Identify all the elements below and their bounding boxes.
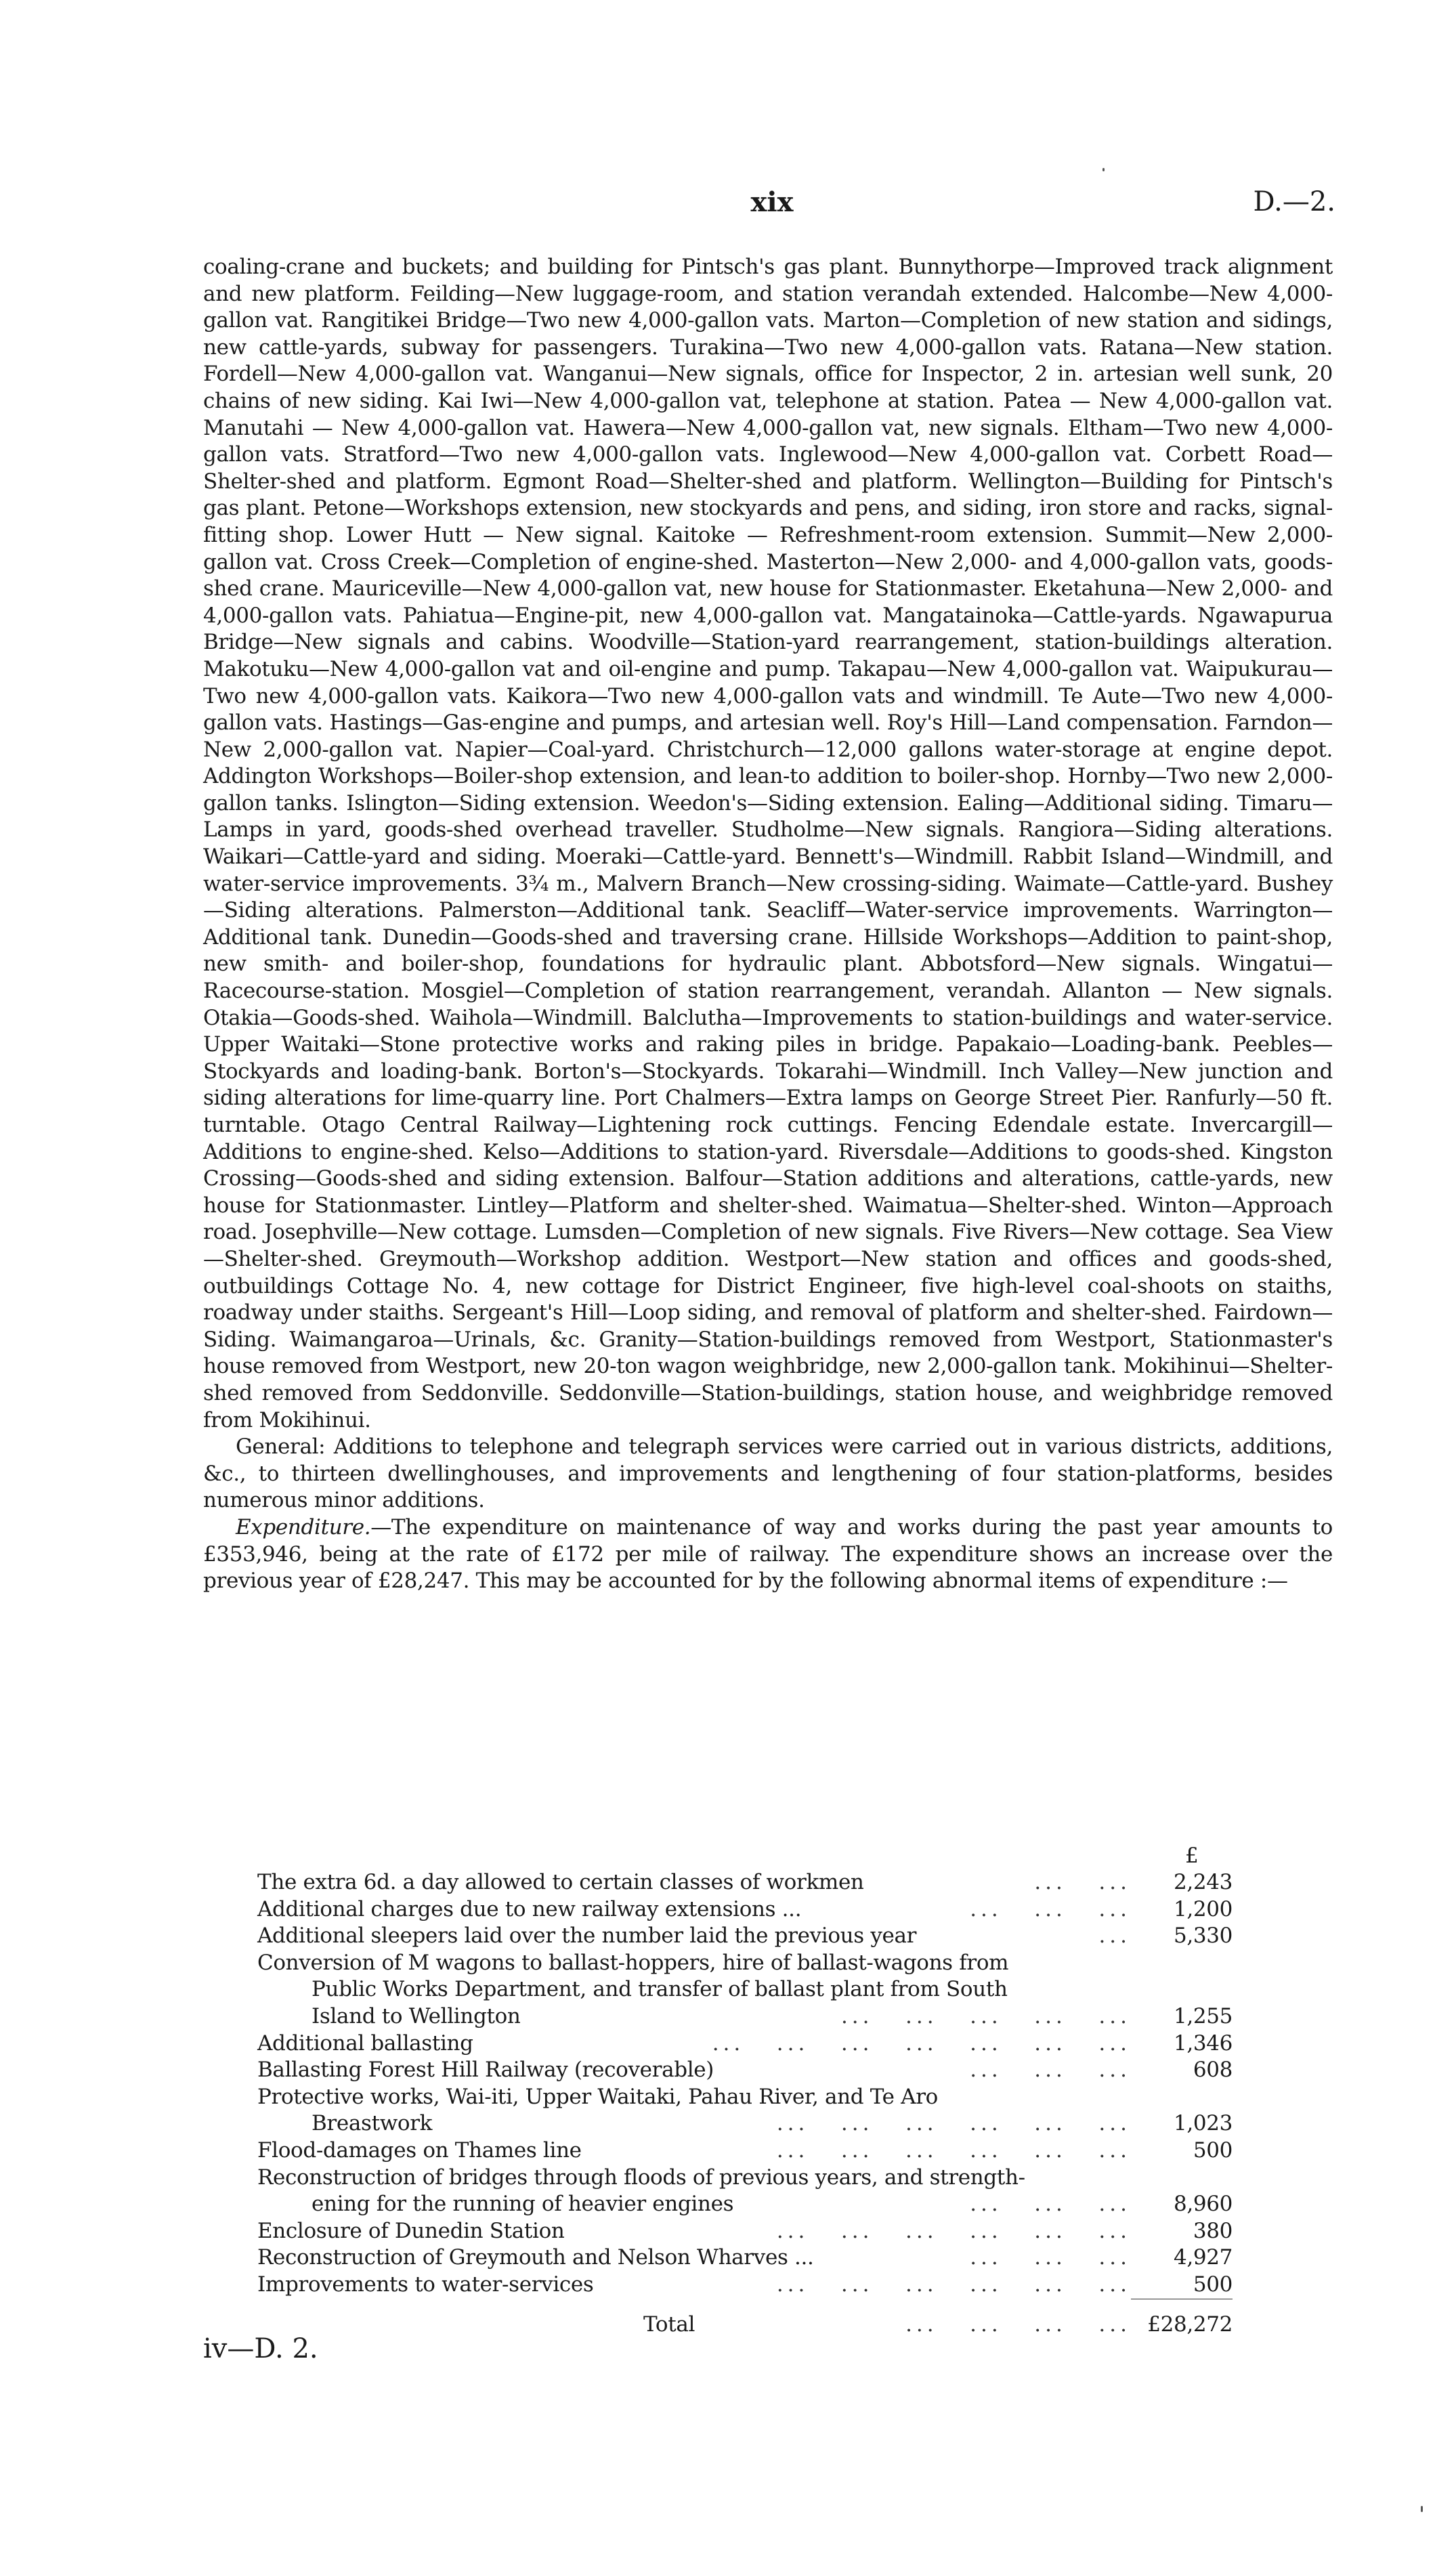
table-row: Ballasting Forest Hill Railway (recoverable) ... ... ... 608 — [257, 2057, 1233, 2084]
item-description: Reconstruction of Greymouth and Nelson Wharves ... — [257, 2245, 814, 2270]
table-row — [257, 1950, 1233, 1977]
item-description: Reconstruction of bridges through floods of previous years, and strength- — [257, 2165, 1025, 2190]
table-row: Reconstruction of Greymouth and Nelson Wharves ... ... ... ... 4,927 — [257, 2245, 1233, 2272]
page-header — [203, 186, 1341, 227]
page-number: xix — [750, 186, 794, 218]
expenditure-text: —The expenditure on maintenance of way and works during the past year amounts to £353,946, being at the rate of £172 per mile of railway. The expenditure shows an increase over the previous year of £28,247. This may be accounted for by the following abnormal items of expenditure :— — [203, 1514, 1333, 1594]
item-description: The extra 6d. a day allowed to certain classes of workmen — [257, 1870, 864, 1894]
table-row: Flood-damages on Thames line ... ... ... ... ... ... 500 — [257, 2138, 1233, 2165]
table-row: Additional sleepers laid over the number laid the previous year ... 5,330 — [257, 1923, 1233, 1950]
table-row: Additional ballasting ... ... ... ... ... ... ... 1,346 — [257, 2030, 1233, 2058]
item-amount: 1,255 — [1174, 2003, 1233, 2028]
table-row-continuation — [257, 1976, 1233, 2003]
item-description: Additional sleepers laid over the number laid the previous year — [257, 1923, 917, 1949]
table-row: Improvements to water-services ... ... ... ... ... ... 500 — [257, 2272, 1233, 2299]
item-description: Public Works Department, and transfer of ballast plant from South — [312, 1977, 1008, 2002]
item-description: Breastwork — [312, 2111, 433, 2136]
table-row: Enclosure of Dunedin Station ... ... ... ... ... ... 380 — [257, 2218, 1233, 2245]
total-label: Total — [643, 2312, 695, 2337]
table-row: Additional charges due to new railway extensions ... ... ... ... 1,200 — [257, 1896, 1233, 1923]
item-amount: 608 — [1193, 2058, 1233, 2083]
print-speck — [1102, 168, 1105, 171]
item-description: Ballasting Forest Hill Railway (recoverable) — [257, 2058, 714, 2083]
table-row-continuation: Breastwork ... ... ... ... ... ... 1,023 — [257, 2110, 1233, 2138]
item-description: Improvements to water-services — [257, 2272, 594, 2297]
item-description: Island to Wellington — [312, 2003, 521, 2028]
item-description: Additional charges due to new railway extensions ... — [257, 1896, 802, 1921]
expenditure-paragraph — [203, 1514, 1333, 1595]
item-amount: 500 — [1193, 2272, 1233, 2297]
item-amount: 5,330 — [1174, 1923, 1233, 1949]
item-description: Additional ballasting — [257, 2030, 473, 2056]
total-amount: £28,272 — [1147, 2312, 1233, 2337]
item-description: ening for the running of heavier engines — [312, 2192, 734, 2217]
total-row: Total ... ... ... ... £28,272 — [257, 2312, 1233, 2339]
table-row — [257, 2165, 1233, 2192]
item-description: Protective works, Wai-iti, Upper Waitaki, Pahau River, and Te Aro — [257, 2084, 938, 2109]
expenditure-table — [257, 1869, 1233, 2338]
table-row — [257, 2084, 1233, 2111]
item-description: Conversion of M wagons to ballast-hoppers, hire of ballast-wagons from — [257, 1950, 1009, 1975]
table-row: The extra 6d. a day allowed to certain classes of workmen ... ... 2,243 — [257, 1869, 1233, 1896]
item-amount: 8,960 — [1174, 2192, 1233, 2217]
signature-mark: iv—D. 2. — [203, 2333, 318, 2364]
item-amount: 1,346 — [1174, 2030, 1233, 2056]
works-paragraph: coaling-crane and buckets; and building for Pintsch's gas plant. Bunnythorpe—Improved track alignment and new platform. Feilding—New luggage-room, and station verandah extended. Halcombe—New 4,000-gallon vat. Rangitikei Bridge—Two new 4,000-gallon vats. Marton—Completion of new station and sidings, new cattle-yards, subway for passengers. Turakina—Two new 4,000-gallon vats. Ratana—New station. Fordell—New 4,000-gallon vat. Wanganui—New signals, office for Inspector, 2 in. artesian well sunk, 20 chains of new siding. Kai Iwi—New 4,000-gallon vat, telephone at station. Patea — New 4,000-gallon vat. Manutahi — New 4,000-gallon vat. Hawera—New 4,000-gallon vat, new signals. Eltham—Two new 4,000-gallon vats. Stratford—Two new 4,000-gallon vats. Inglewood—New 4,000-gallon vat. Corbett Road—Shelter-shed and platform. Egmont Road—Shelter-shed and platform. Wellington—Building for Pintsch's gas plant. Petone—Workshops extension, new stockyards and pens, and siding, iron store and racks, signal-fitting shop. Lower Hutt — New signal. Kaitoke — Refreshment-room extension. Summit—New 2,000-gallon vat. Cross Creek—Completion of engine-shed. Masterton—New 2,000- and 4,000-gallon vats, goods-shed crane. Mauriceville—New 4,000-gallon vat, new house for Stationmaster. Eketahuna—New 2,000- and 4,000-gallon vats. Pahiatua—Engine-pit, new 4,000-gallon vat. Mangatainoka—Cattle-yards. Ngawapurua Bridge—New signals and cabins. Woodville—Station-yard rearrangement, station-buildings alteration. Makotuku—New 4,000-gallon vat and oil-engine and pump. Takapau—New 4,000-gallon vat. Waipukurau—Two new 4,000-gallon vats. Kaikora—Two new 4,000-gallon vats and windmill. Te Aute—Two new 4,000-gallon vats. Hastings—Gas-engine and pumps, and artesian well. Roy's Hill—Land compensation. Farndon—New 2,000-gallon vat. Napier—Coal-yard. Christchurch—12,000 gallons water-storage at engine depot. Addington Workshops—Boiler-shop extension, and lean-to addition to boiler-shop. Hornby—Two new 2,000-gallon tanks. Islington—Siding extension. Weedon's—Siding extension. Ealing—Additional siding. Timaru—Lamps in yard, goods-shed overhead traveller. Studholme—New signals. Rangiora—Siding alterations. Waikari—Cattle-yard and siding. Moeraki—Cattle-yard. Bennett's—Windmill. Rabbit Island—Windmill, and water-service improvements. 3¾ m., Malvern Branch—New crossing-siding. Waimate—Cattle-yard. Bushey—Siding alterations. Palmerston—Additional tank. Seacliff—Water-service improvements. Warrington—Additional tank. Dunedin—Goods-shed and traversing crane. Hillside Workshops—Addition to paint-shop, new smith- and boiler-shop, foundations for hydraulic plant. Abbotsford—New signals. Wingatui—Racecourse-station. Mosgiel—Completion of station rearrangement, verandah. Allanton — New signals. Otakia—Goods-shed. Waihola—Windmill. Balclutha—Improvements to station-buildings and water-service. Upper Waitaki—Stone protective works and raking piles in bridge. Papakaio—Loading-bank. Peebles—Stockyards and loading-bank. Borton's—Stockyards. Tokarahi—Windmill. Inch Valley—New junction and siding alterations for lime-quarry line. Port Chalmers—Extra lamps on George Street Pier. Ranfurly—50 ft. turntable. Otago Central Railway—Lightening rock cuttings. Fencing Edendale estate. Invercargill—Additions to engine-shed. Kelso—Additions to station-yard. Riversdale—Additions to goods-shed. Kingston Crossing—Goods-shed and siding extension. Balfour—Station additions and alterations, cattle-yards, new house for Stationmaster. Lintley—Platform and shelter-shed. Waimatua—Shelter-shed. Winton—Approach road. Josephville—New cottage. Lumsden—Completion of new signals. Five Rivers—New cottage. Sea View—Shelter-shed. Greymouth—Workshop addition. Westport—New station and offices and goods-shed, outbuildings Cottage No. 4, new cottage for District Engineer, five high-level coal-shoots on staiths, roadway under staiths. Sergeant's Hill—Loop siding, and removal of platform and shelter-shed. Fairdown—Siding. Waimangaroa—Urinals, &c. Granity—Station-buildings removed from Westport, Stationmaster's house removed from Westport, new 20-ton wagon weighbridge, new 2,000-gallon tank. Mokihinui—Shelter-shed removed from Seddonville. Seddonville—Station-buildings, station house, and weighbridge removed from Mokihinui. — [203, 255, 1333, 1432]
document-code: D.—2. — [1253, 186, 1335, 217]
item-amount: 2,243 — [1174, 1870, 1233, 1894]
expenditure-heading: Expenditure. — [236, 1514, 371, 1539]
body-text — [203, 254, 1333, 1595]
general-paragraph: General: Additions to telephone and telegraph services were carried out in various districts, additions, &c., to thirteen dwellinghouses, and improvements and lengthening of four station-platforms, besides numerous minor additions. — [203, 1434, 1333, 1513]
item-amount: 380 — [1193, 2218, 1233, 2243]
item-amount: 1,200 — [1174, 1896, 1233, 1921]
item-amount: 4,927 — [1174, 2245, 1233, 2270]
currency-symbol: £ — [1185, 1844, 1199, 1868]
item-description: Enclosure of Dunedin Station — [257, 2218, 565, 2243]
table-row-continuation: Island to Wellington ... ... ... ... ... 1,255 — [257, 2003, 1233, 2030]
item-amount: 1,023 — [1174, 2111, 1233, 2136]
print-speck — [1421, 2506, 1423, 2512]
item-amount: 500 — [1193, 2138, 1233, 2163]
item-description: Flood-damages on Thames line — [257, 2138, 582, 2163]
table-row-continuation: ening for the running of heavier engines ... ... ... 8,960 — [257, 2191, 1233, 2218]
